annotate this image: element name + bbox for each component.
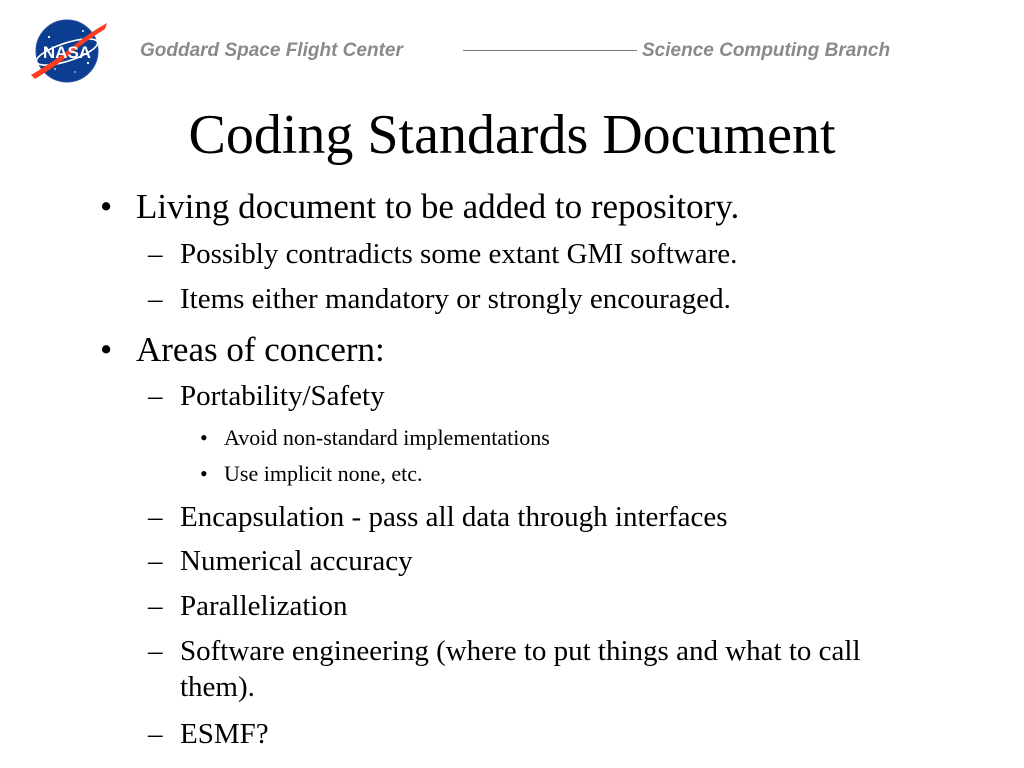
sub-bullet-item — [0, 588, 1024, 624]
dash-marker: – — [148, 718, 163, 750]
sub-sub-bullet-item — [0, 460, 1024, 488]
sub-sub-bullet-text: Avoid non-standard implementations — [224, 425, 550, 450]
sub-bullet-item — [0, 716, 1024, 752]
header-branch: Science Computing Branch — [642, 40, 891, 61]
svg-text:NASA: NASA — [42, 43, 92, 62]
sub-bullet-text: Portability/Safety — [180, 380, 385, 412]
dash-marker: – — [148, 283, 163, 315]
bullet-text: Living document to be added to repository. — [136, 187, 740, 226]
sub-bullet-text: ESMF? — [180, 718, 269, 750]
sub-bullet-item — [0, 499, 1024, 535]
dash-marker: – — [148, 590, 163, 622]
dash-marker: – — [148, 238, 163, 270]
dash-marker: – — [148, 380, 163, 412]
bullet-marker: • — [100, 187, 113, 226]
bullet-text: Areas of concern: — [136, 330, 385, 369]
dash-marker: – — [148, 635, 163, 667]
sub-bullet-item — [0, 543, 1024, 579]
sub-bullet-text: Items either mandatory or strongly encouraged. — [180, 283, 731, 315]
header-org: Goddard Space Flight Center — [140, 40, 403, 61]
bullet-item — [0, 330, 1024, 370]
sub-bullet-text: Numerical accuracy — [180, 545, 413, 577]
bullet-marker: • — [100, 330, 113, 369]
sub-bullet-item — [0, 236, 1024, 272]
sub-bullet-item — [0, 281, 1024, 317]
sub-bullet-item — [0, 378, 1024, 414]
sub-bullet-text: Encapsulation - pass all data through interfaces — [180, 501, 728, 533]
sub-sub-bullet-item — [0, 424, 1024, 452]
sub-bullet-text: Software engineering (where to put things and what to call them). — [180, 635, 861, 703]
bullet-marker: • — [200, 461, 208, 486]
bullet-marker: • — [200, 425, 208, 450]
dash-marker: – — [148, 501, 163, 533]
sub-sub-bullet-text: Use implicit none, etc. — [224, 461, 423, 486]
bullet-item — [0, 187, 1024, 227]
sub-bullet-item — [0, 633, 1024, 705]
slide-title: Coding Standards Document — [188, 104, 836, 166]
sub-bullet-text: Parallelization — [180, 590, 348, 622]
sub-bullet-text: Possibly contradicts some extant GMI software. — [180, 238, 738, 270]
dash-marker: – — [148, 545, 163, 577]
